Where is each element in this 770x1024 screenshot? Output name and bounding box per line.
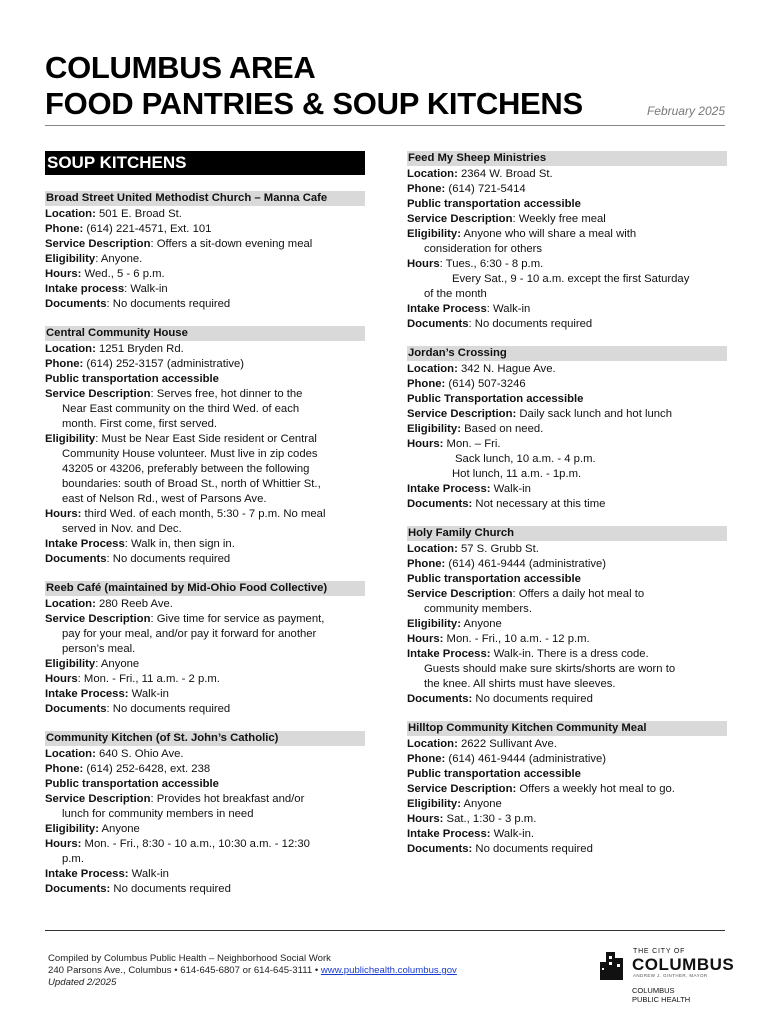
field-value: Not necessary at this time — [472, 498, 606, 510]
field-value-cont: lunch for community members in need — [62, 808, 254, 820]
logo-department-line-1: COLUMBUS — [632, 986, 675, 995]
field-label: Hours: — [45, 508, 82, 520]
field-label: Eligibility: — [407, 228, 461, 240]
footer-address: 240 Parsons Ave., Columbus • 614-645-6807 or 614-645-3111 • — [48, 965, 321, 976]
field-value: Daily sack lunch and hot lunch — [516, 408, 672, 420]
transport-note: Public transportation accessible — [407, 573, 581, 585]
field-value: : Offers a daily hot meal to — [512, 588, 645, 600]
field-label: Intake Process: — [407, 648, 491, 660]
field-value: : Must be Near East Side resident or Central — [95, 433, 317, 445]
field-label: Phone: — [407, 558, 446, 570]
field-value: 57 S. Grubb St. — [457, 543, 539, 555]
field-value-cont: month. First come, first served. — [62, 418, 218, 430]
listing-entry — [407, 526, 727, 707]
field-value: No documents required — [110, 883, 231, 895]
field-value-cont: 43205 or 43206, preferably between the following — [62, 463, 310, 475]
field-value: Walk-in. — [490, 828, 535, 840]
city-skyline-icon — [600, 950, 628, 982]
city-logo — [598, 946, 735, 1008]
field-label: Service Description — [45, 793, 151, 805]
listing-name: Community Kitchen (of St. John’s Catholic) — [45, 731, 365, 746]
field-label: Hours — [407, 258, 440, 270]
listing-entry — [407, 151, 727, 332]
field-label: Intake Process — [45, 538, 125, 550]
field-label: Eligibility: — [407, 423, 461, 435]
field-label: Location: — [45, 598, 96, 610]
field-value: Mon. - Fri., 8:30 - 10 a.m., 10:30 a.m. - 12:30 — [81, 838, 310, 850]
field-value-cont: the knee. All shirts must have sleeves. — [424, 678, 616, 690]
listing-name: Central Community House — [45, 326, 365, 341]
field-label: Intake process — [45, 283, 125, 295]
field-label: Location: — [407, 363, 458, 375]
field-label: Documents — [407, 318, 469, 330]
field-value: third Wed. of each month, 5:30 - 7 p.m. No meal — [81, 508, 326, 520]
field-label: Phone: — [407, 183, 446, 195]
transport-note: Public transportation accessible — [407, 198, 581, 210]
field-value-cont: Near East community on the third Wed. of each — [62, 403, 300, 415]
field-label: Phone: — [45, 763, 84, 775]
field-label: Documents — [45, 553, 107, 565]
field-value: Anyone — [460, 798, 502, 810]
field-value: 2622 Sullivant Ave. — [457, 738, 557, 750]
field-value-cont: Sack lunch, 10 a.m. - 4 p.m. — [455, 453, 596, 465]
field-label: Documents: — [407, 693, 473, 705]
field-value: : Walk-in — [124, 283, 168, 295]
field-value-cont: p.m. — [62, 853, 84, 865]
field-value-cont: consideration for others — [424, 243, 543, 255]
logo-city-of: THE CITY OF — [633, 948, 686, 955]
field-value: Wed., 5 - 6 p.m. — [81, 268, 165, 280]
field-value: Sat., 1:30 - 3 p.m. — [443, 813, 537, 825]
field-label: Phone: — [45, 358, 84, 370]
field-label: Service Description: — [407, 408, 517, 420]
logo-columbus: COLUMBUS — [632, 955, 735, 974]
page-title-line-2: FOOD PANTRIES & SOUP KITCHENS — [45, 86, 583, 121]
field-value: : Tues., 6:30 - 8 p.m. — [439, 258, 544, 270]
field-label: Phone: — [407, 753, 446, 765]
field-value: 2364 W. Broad St. — [457, 168, 553, 180]
field-value-cont: Every Sat., 9 - 10 a.m. except the first Saturday — [452, 273, 690, 285]
field-value: : Weekly free meal — [512, 213, 606, 225]
listing-name: Feed My Sheep Ministries — [407, 151, 727, 166]
field-label: Hours: — [407, 813, 444, 825]
footer — [48, 953, 457, 989]
field-value: Anyone — [460, 618, 502, 630]
field-label: Service Description — [45, 388, 151, 400]
field-value: (614) 507-3246 — [445, 378, 526, 390]
field-value: (614) 721-5414 — [445, 183, 526, 195]
field-label: Eligibility: — [407, 798, 461, 810]
field-value-cont: served in Nov. and Dec. — [62, 523, 182, 535]
field-value: Walk-in — [490, 483, 531, 495]
field-value: Walk-in — [128, 688, 169, 700]
logo-mayor: ANDREW J. GINTHER, MAYOR — [633, 973, 708, 978]
field-value-cont: Community House volunteer. Must live in zip codes — [62, 448, 318, 460]
field-label: Documents: — [407, 843, 473, 855]
field-label: Intake Process: — [45, 868, 129, 880]
listing-name: Holy Family Church — [407, 526, 727, 541]
listing-entry — [45, 731, 365, 897]
field-value: Anyone who will share a meal with — [460, 228, 637, 240]
field-value: : Offers a sit-down evening meal — [150, 238, 313, 250]
field-label: Location: — [45, 208, 96, 220]
field-label: Eligibility: — [407, 618, 461, 630]
listing-entry — [45, 326, 365, 567]
field-value: 280 Reeb Ave. — [95, 598, 173, 610]
field-label: Phone: — [407, 378, 446, 390]
field-value-cont: Guests should make sure skirts/shorts are worn to — [424, 663, 676, 675]
field-value: : Mon. - Fri., 11 a.m. - 2 p.m. — [77, 673, 220, 685]
field-value: (614) 252-3157 (administrative) — [83, 358, 245, 370]
transport-note: Public transportation accessible — [45, 778, 219, 790]
field-value: : Give time for service as payment, — [150, 613, 325, 625]
field-value: Anyone — [98, 823, 140, 835]
field-label: Service Description — [45, 238, 151, 250]
field-value-cont: boundaries: south of Broad St., north of Whittier St., — [62, 478, 321, 490]
field-label: Hours: — [407, 633, 444, 645]
title-block — [45, 50, 725, 122]
field-label: Service Description — [407, 213, 513, 225]
field-value: : Provides hot breakfast and/or — [150, 793, 305, 805]
field-value: Mon. - Fri., 10 a.m. - 12 p.m. — [443, 633, 590, 645]
footer-website-link[interactable]: www.publichealth.columbus.gov — [320, 965, 457, 976]
field-label: Hours: — [45, 838, 82, 850]
left-column — [45, 151, 365, 911]
field-label: Intake Process: — [407, 828, 491, 840]
field-value: Offers a weekly hot meal to go. — [516, 783, 675, 795]
field-label: Hours — [45, 673, 78, 685]
field-value: : Walk-in — [486, 303, 531, 315]
field-value: Mon. – Fri. — [443, 438, 501, 450]
field-label: Eligibility — [45, 658, 96, 670]
field-value-cont: pay for your meal, and/or pay it forward for another — [62, 628, 317, 640]
listing-entry — [45, 581, 365, 717]
field-label: Hours: — [407, 438, 444, 450]
page-title-line-1: COLUMBUS AREA — [45, 50, 316, 85]
listing-entry — [407, 346, 727, 512]
field-value: : No documents required — [106, 298, 231, 310]
field-value: : No documents required — [106, 553, 231, 565]
listing-name: Hilltop Community Kitchen Community Meal — [407, 721, 727, 736]
listing-entry — [45, 191, 365, 312]
field-value-cont: community members. — [424, 603, 532, 615]
field-value: : Walk in, then sign in. — [124, 538, 235, 550]
field-label: Eligibility — [45, 433, 96, 445]
field-label: Service Description — [407, 588, 513, 600]
field-label: Location: — [407, 738, 458, 750]
field-label: Eligibility: — [45, 823, 99, 835]
listing-entry — [407, 721, 727, 857]
field-value: : Anyone. — [95, 253, 143, 265]
field-value: Based on need. — [460, 423, 544, 435]
title-divider — [45, 125, 725, 126]
field-label: Service Description — [45, 613, 151, 625]
transport-note: Public Transportation accessible — [407, 393, 584, 405]
section-banner: SOUP KITCHENS — [45, 151, 365, 175]
field-value: (614) 252-6428, ext. 238 — [83, 763, 211, 775]
field-value: : Serves free, hot dinner to the — [150, 388, 303, 400]
field-value: 640 S. Ohio Ave. — [95, 748, 184, 760]
logo-department-line-2: PUBLIC HEALTH — [632, 995, 691, 1004]
field-value: No documents required — [472, 843, 593, 855]
field-value: 501 E. Broad St. — [95, 208, 182, 220]
field-label: Intake Process: — [407, 483, 491, 495]
field-value: : Anyone — [95, 658, 140, 670]
field-value: 1251 Bryden Rd. — [95, 343, 184, 355]
field-label: Location: — [407, 543, 458, 555]
listing-name: Jordan’s Crossing — [407, 346, 727, 361]
field-label: Intake Process: — [45, 688, 129, 700]
field-label: Location: — [45, 343, 96, 355]
field-label: Documents — [45, 703, 107, 715]
field-value: : No documents required — [106, 703, 231, 715]
field-value: (614) 461-9444 (administrative) — [445, 558, 607, 570]
field-label: Location: — [407, 168, 458, 180]
listing-name: Reeb Café (maintained by Mid-Ohio Food Collective) — [45, 581, 365, 596]
footer-contact — [48, 965, 457, 977]
field-value: : No documents required — [468, 318, 593, 330]
field-value: Walk-in. There is a dress code. — [490, 648, 649, 660]
field-value: (614) 461-9444 (administrative) — [445, 753, 607, 765]
field-value-cont: of the month — [424, 288, 487, 300]
field-value: (614) 221-4571, Ext. 101 — [83, 223, 212, 235]
transport-note: Public transportation accessible — [407, 768, 581, 780]
field-label: Phone: — [45, 223, 84, 235]
field-value-cont: Hot lunch, 11 a.m. - 1p.m. — [452, 468, 582, 480]
field-label: Eligibility — [45, 253, 96, 265]
field-label: Intake Process — [407, 303, 487, 315]
footer-compiled-by: Compiled by Columbus Public Health – Neighborhood Social Work — [48, 953, 331, 964]
field-value: 342 N. Hague Ave. — [457, 363, 556, 375]
field-label: Documents — [45, 298, 107, 310]
field-value: Walk-in — [128, 868, 169, 880]
field-value: No documents required — [472, 693, 593, 705]
footer-divider — [45, 930, 725, 931]
field-label: Hours: — [45, 268, 82, 280]
field-label: Documents: — [45, 883, 111, 895]
transport-note: Public transportation accessible — [45, 373, 219, 385]
listing-name: Broad Street United Methodist Church – Manna Cafe — [45, 191, 365, 206]
field-label: Service Description: — [407, 783, 517, 795]
field-value-cont: east of Nelson Rd., west of Parsons Ave. — [62, 493, 267, 505]
publish-date: February 2025 — [646, 104, 725, 118]
footer-updated: Updated 2/2025 — [48, 977, 117, 988]
right-column — [407, 151, 727, 871]
field-label: Documents: — [407, 498, 473, 510]
field-label: Location: — [45, 748, 96, 760]
field-value-cont: person’s meal. — [62, 643, 136, 655]
